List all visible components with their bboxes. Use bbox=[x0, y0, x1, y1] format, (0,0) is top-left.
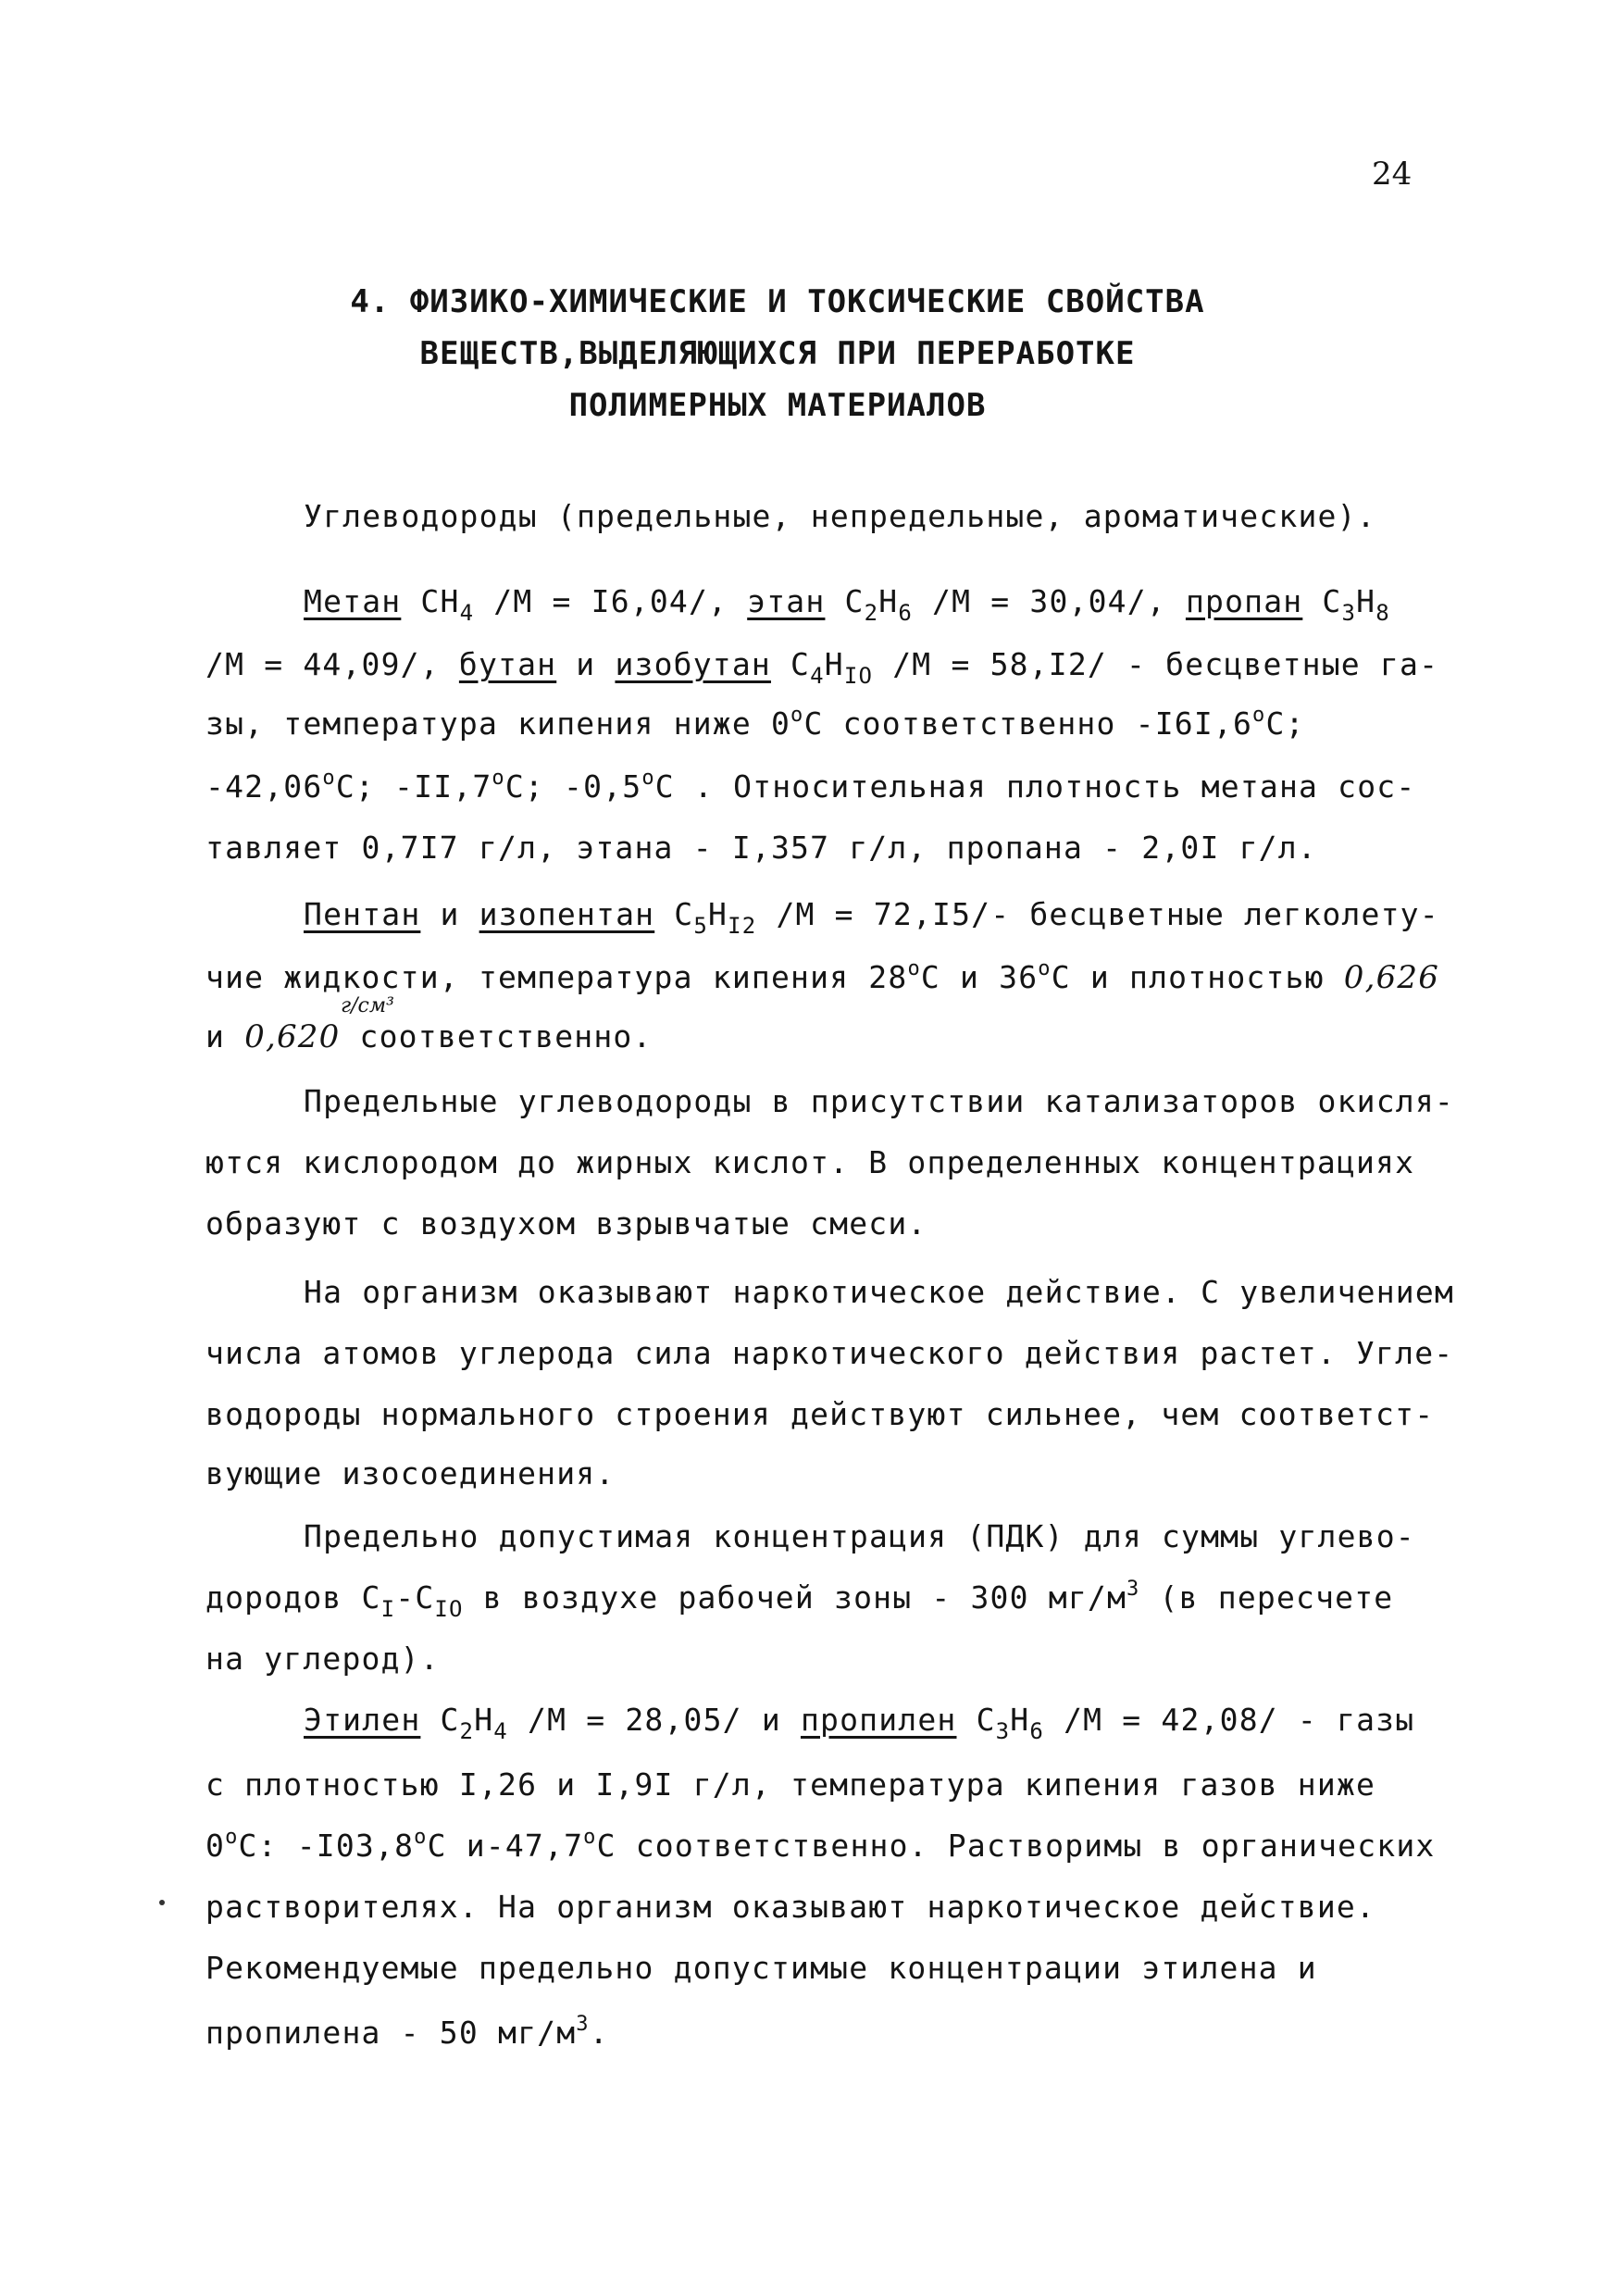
text-span: дородов C bbox=[205, 1579, 381, 1616]
text-span: (в пересчете bbox=[1139, 1579, 1394, 1616]
formula-sub: I bbox=[380, 1596, 396, 1622]
degree-sup: o bbox=[1252, 704, 1266, 727]
degree-sup: o bbox=[225, 1826, 239, 1849]
formula-sub: 8 bbox=[1375, 600, 1390, 626]
text-span: C и 36 bbox=[920, 959, 1039, 995]
text-span: . bbox=[589, 2015, 609, 2051]
degree-sup: o bbox=[907, 957, 921, 980]
formula-text: C bbox=[1302, 583, 1342, 619]
p5-line-3: на углерод). bbox=[205, 1641, 440, 1677]
handwritten-value: 0,620 bbox=[244, 1018, 341, 1055]
degree-sup: o bbox=[1038, 957, 1052, 980]
p5-line-1: Предельно допустимая концентрация (ПДК) для суммы углево- bbox=[304, 1518, 1415, 1554]
text-span: -42,06 bbox=[205, 768, 323, 805]
heading-line-1: 4. ФИЗИКО-ХИМИЧЕСКИЕ И ТОКСИЧЕСКИЕ СВОЙСТВА bbox=[350, 283, 1205, 320]
p3-line-1: Предельные углеводороды в присутствии катализаторов окисля- bbox=[304, 1083, 1454, 1119]
power-sup: 3 bbox=[1126, 1578, 1140, 1601]
term-etilen: Этилен bbox=[304, 1702, 421, 1738]
text-span: C: -I03,8 bbox=[238, 1828, 415, 1864]
formula-text: H bbox=[1010, 1702, 1030, 1738]
degree-sup: o bbox=[790, 704, 804, 727]
text-span: и bbox=[556, 646, 616, 682]
text-span: 0 bbox=[205, 1828, 226, 1864]
term-etan: этан bbox=[747, 583, 826, 619]
formula-text: H bbox=[708, 896, 728, 932]
handwritten-value: 0,626 bbox=[1343, 959, 1440, 996]
formula-sub: 4 bbox=[459, 600, 475, 626]
formula-sub: 6 bbox=[898, 600, 913, 626]
text-span: /M = 72,I5/- бесцветные легколету- bbox=[756, 896, 1439, 932]
term-izopentan: изопентан bbox=[479, 896, 655, 932]
p2-line-1 bbox=[304, 896, 1525, 939]
formula-text: C bbox=[770, 646, 811, 682]
p6-line-4: растворителях. На организм оказывают наркотическое действие. bbox=[205, 1889, 1376, 1925]
p1-line-2 bbox=[205, 646, 1439, 689]
p1-line-3 bbox=[205, 705, 1427, 742]
page-number: 24 bbox=[1372, 156, 1413, 193]
text-span: C . Относительная плотность метана сос- bbox=[654, 768, 1416, 805]
degree-sup: o bbox=[414, 1826, 428, 1849]
formula-text: H bbox=[878, 583, 899, 619]
text-span: и bbox=[205, 1018, 245, 1054]
p2-line-3 bbox=[205, 1018, 1427, 1055]
term-metan: Метан bbox=[304, 583, 402, 619]
degree-sup: o bbox=[583, 1826, 597, 1849]
text-span: C и-47,7 bbox=[427, 1828, 584, 1864]
text-span: зы, температура кипения ниже 0 bbox=[205, 705, 791, 742]
text-span: C; bbox=[1265, 705, 1305, 742]
text-span: C; -II,7 bbox=[335, 768, 492, 805]
term-propilen: пропилен bbox=[800, 1702, 957, 1738]
p4-line-1: На организм оказывают наркотическое действие. С увеличением bbox=[304, 1274, 1454, 1310]
formula-sub: 6 bbox=[1029, 1718, 1045, 1744]
heading-line-2: ВЕЩЕСТВ,ВЫДЕЛЯЮЩИХСЯ ПРИ ПЕРЕРАБОТКЕ bbox=[419, 335, 1136, 372]
formula-text: C bbox=[825, 583, 865, 619]
p6-line-1 bbox=[304, 1702, 1525, 1744]
p1-line-4 bbox=[205, 768, 1427, 805]
text-span: в воздухе рабочей зоны - 300 мг/м bbox=[463, 1579, 1127, 1616]
text-span: пропилена - 50 мг/м bbox=[205, 2015, 577, 2051]
text-span: /M = 42,08/ - газы bbox=[1044, 1702, 1415, 1738]
p5-line-2 bbox=[205, 1578, 1427, 1622]
formula-sub: 3 bbox=[1341, 600, 1357, 626]
text-span: C; -0,5 bbox=[504, 768, 642, 805]
formula-text: C bbox=[654, 896, 694, 932]
formula-sub: IO bbox=[434, 1596, 464, 1622]
formula-text: H bbox=[1356, 583, 1376, 619]
term-pentan: Пентан bbox=[304, 896, 421, 932]
p6-line-3 bbox=[205, 1826, 1436, 1864]
heading-line-3: ПОЛИМЕРНЫХ МАТЕРИАЛОВ bbox=[568, 387, 987, 424]
handwritten-unit: г/см³ bbox=[341, 994, 394, 1017]
margin-mark bbox=[159, 1900, 165, 1905]
text-span: и bbox=[420, 896, 479, 932]
text-span: C соответственно. Растворимы в органических bbox=[596, 1828, 1436, 1864]
p4-line-2: числа атомов углерода сила наркотического действия растет. Угле- bbox=[205, 1335, 1454, 1371]
molar-mass: /M = 30,04/, bbox=[912, 583, 1186, 619]
molar-mass: /M = I6,04/, bbox=[474, 583, 748, 619]
text-span: C и плотностью bbox=[1051, 959, 1344, 995]
formula-sub: I2 bbox=[728, 913, 757, 939]
p2-line-2 bbox=[205, 957, 1440, 996]
formula-sub: 3 bbox=[995, 1718, 1011, 1744]
formula-text: H bbox=[824, 646, 844, 682]
power-sup: 3 bbox=[576, 2013, 590, 2036]
degree-sup: o bbox=[492, 767, 505, 790]
degree-sup: o bbox=[641, 767, 655, 790]
p4-line-4: вующие изосоединения. bbox=[205, 1455, 616, 1491]
p1-line-5: тавляет 0,7I7 г/л, этана - I,357 г/л, пропана - 2,0I г/л. bbox=[205, 830, 1317, 866]
p3-line-3: образуют с воздухом взрывчатые смеси. bbox=[205, 1205, 927, 1242]
formula-text: C bbox=[956, 1702, 996, 1738]
p1-line-1 bbox=[304, 583, 1525, 626]
formula-sub: 2 bbox=[459, 1718, 475, 1744]
p6-line-2: с плотностью I,26 и I,9I г/л, температура кипения газов ниже bbox=[205, 1766, 1376, 1803]
p6-line-6 bbox=[205, 2015, 1427, 2051]
molar-mass: /M = 28,05/ и bbox=[507, 1702, 801, 1738]
formula-sub: 2 bbox=[864, 600, 879, 626]
text-span: C соответственно -I6I,6 bbox=[803, 705, 1253, 742]
formula-sub: 5 bbox=[693, 913, 709, 939]
formula-sub: 4 bbox=[810, 663, 825, 689]
molar-mass: /M = 44,09/, bbox=[205, 646, 459, 682]
text-span: чие жидкости, температура кипения 28 bbox=[205, 959, 908, 995]
formula-text: C bbox=[420, 1702, 460, 1738]
text-span: соответственно. bbox=[340, 1018, 653, 1054]
degree-sup: o bbox=[322, 767, 336, 790]
section-heading bbox=[268, 276, 1287, 431]
text-span: -C bbox=[395, 1579, 435, 1616]
formula-text: H bbox=[474, 1702, 494, 1738]
term-izobutan: изобутан bbox=[615, 646, 771, 682]
text-span: /M = 58,I2/ - бесцветные га- bbox=[873, 646, 1439, 682]
term-butan: бутан bbox=[458, 646, 557, 682]
formula-sub: IO bbox=[843, 663, 874, 689]
formula-sub: 4 bbox=[493, 1718, 508, 1744]
intro-line: Углеводороды (предельные, непредельные, ароматические). bbox=[304, 498, 1376, 534]
p4-line-3: водороды нормального строения действуют сильнее, чем соответст- bbox=[205, 1396, 1435, 1432]
p6-line-5: Рекомендуемые предельно допустимые концентрации этилена и bbox=[205, 1950, 1317, 1986]
formula-text: CH bbox=[420, 583, 460, 619]
p3-line-2: ются кислородом до жирных кислот. В определенных концентрациях bbox=[205, 1144, 1415, 1180]
term-propan: пропан bbox=[1185, 583, 1303, 619]
